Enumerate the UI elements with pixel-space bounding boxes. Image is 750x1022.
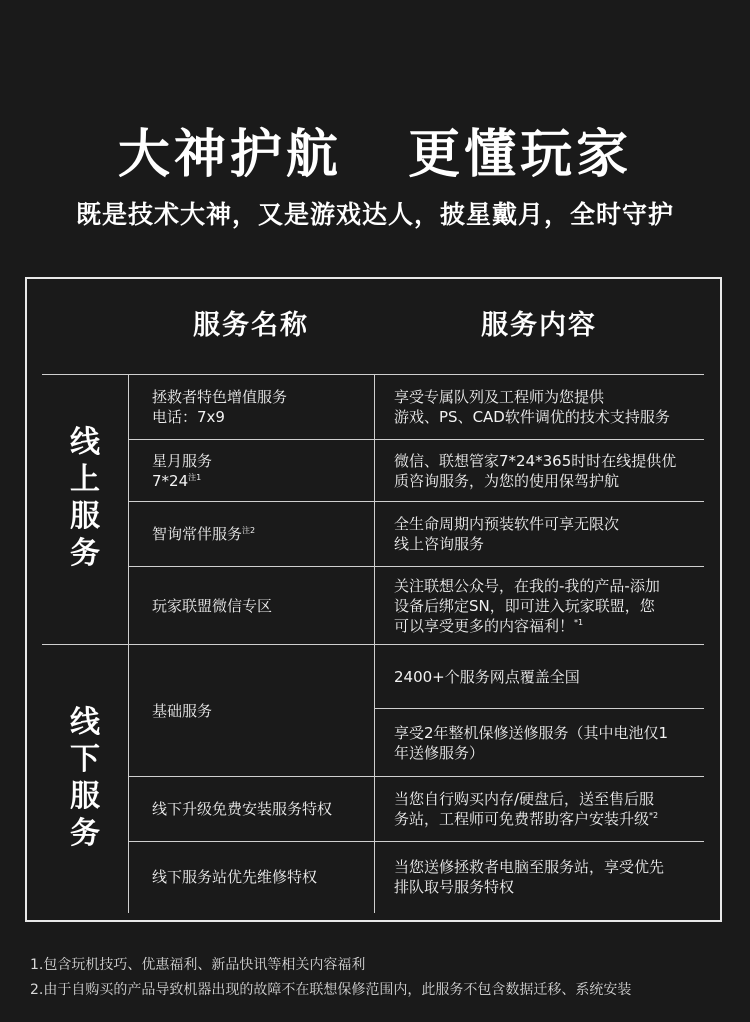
service-content-line: 当您送修拯救者电脑至服务站，享受优先 (394, 858, 665, 876)
footnotes (30, 953, 631, 1003)
service-name-cell (128, 777, 374, 841)
footnote-2: 2.由于自购买的产品导致机器出现的故障不在联想保修范围内，此服务不包含数据迁移、系统安装 (30, 982, 632, 998)
service-content-cell (374, 645, 704, 708)
footnote-1: 1.包含玩机技巧、优惠福利、新品快讯等相关内容福利 (30, 957, 366, 973)
group-label-offline: 线 下 服 务 (70, 705, 100, 851)
service-content-cell (374, 567, 704, 644)
service-content-line: 微信、联想管家7*24*365时时在线提供优 (394, 451, 677, 470)
footnote-marker: 注1 (188, 472, 202, 482)
service-name-line: 线下升级免费安装服务特权 (152, 800, 333, 818)
service-content-line: 线上咨询服务 (394, 535, 485, 553)
service-content-line: 设备后绑定SN，即可进入玩家联盟，您 (394, 596, 655, 615)
service-content-cell (374, 842, 704, 912)
page-subtitle: 既是技术大神，又是游戏达人，披星戴月，全时守护 (75, 200, 674, 229)
service-content-line: 排队取号服务特权 (394, 878, 515, 896)
service-content-line: 享受2年整机保修送修服务（其中电池仅1 (394, 723, 669, 742)
footnote-marker: *2 (649, 811, 659, 820)
service-name-cell (128, 645, 374, 776)
service-content-cell (374, 709, 704, 776)
service-content-cell (374, 375, 704, 439)
service-name-cell (128, 567, 374, 644)
service-name-cell (128, 440, 374, 501)
service-name-line: 玩家联盟微信专区 (152, 596, 273, 615)
service-content-cell (374, 777, 704, 841)
service-content-cell (374, 502, 704, 566)
service-name-line: 基础服务 (152, 701, 213, 720)
footnote-marker: 注2 (242, 526, 256, 535)
service-content-line: 游戏、PS、CAD软件调优的技术支持服务 (394, 408, 670, 426)
service-content-line: 关注联想公众号，在我的-我的产品-添加 (394, 576, 660, 595)
service-content-cell (374, 440, 704, 501)
service-content-line: 全生命周期内预装软件可享无限次 (394, 515, 620, 533)
footnote-marker: *1 (574, 617, 584, 627)
service-name-line: 线下服务站优先维修特权 (152, 868, 318, 886)
service-content-line: 享受专属队列及工程师为您提供 (394, 388, 605, 406)
service-content-line: 年送修服务） (394, 743, 485, 762)
service-name-line: 拯救者特色增值服务 (152, 388, 288, 406)
column-header-service-name: 服务名称 (193, 310, 309, 341)
service-content-line: 质咨询服务，为您的使用保驾护航 (394, 471, 620, 490)
column-header-service-content: 服务内容 (481, 310, 597, 341)
service-name-line: 7*24$^{注1}$ (152, 471, 202, 490)
service-content-line: 当您自行购买内存/硬盘后，送至售后服 (394, 790, 655, 808)
service-content-line: 2400+个服务网点覆盖全国 (394, 667, 580, 686)
service-name-line: 智询常伴服务$^{注2}$ (152, 525, 256, 543)
service-content-line: 务站，工程师可免费帮助客户安装升级$^{*2}$ (394, 810, 659, 828)
service-name-line: 星月服务 (152, 451, 213, 470)
service-name-cell (128, 502, 374, 566)
service-name-line: 电话：7x9 (152, 408, 225, 426)
page-title: 大神护航 更懂玩家 (117, 125, 633, 185)
service-content-line: 可以享受更多的内容福利！$^{*1}$ (394, 616, 584, 635)
service-name-cell (128, 842, 374, 912)
group-label-online: 线 上 服 务 (70, 425, 100, 571)
service-name-cell (128, 375, 374, 439)
